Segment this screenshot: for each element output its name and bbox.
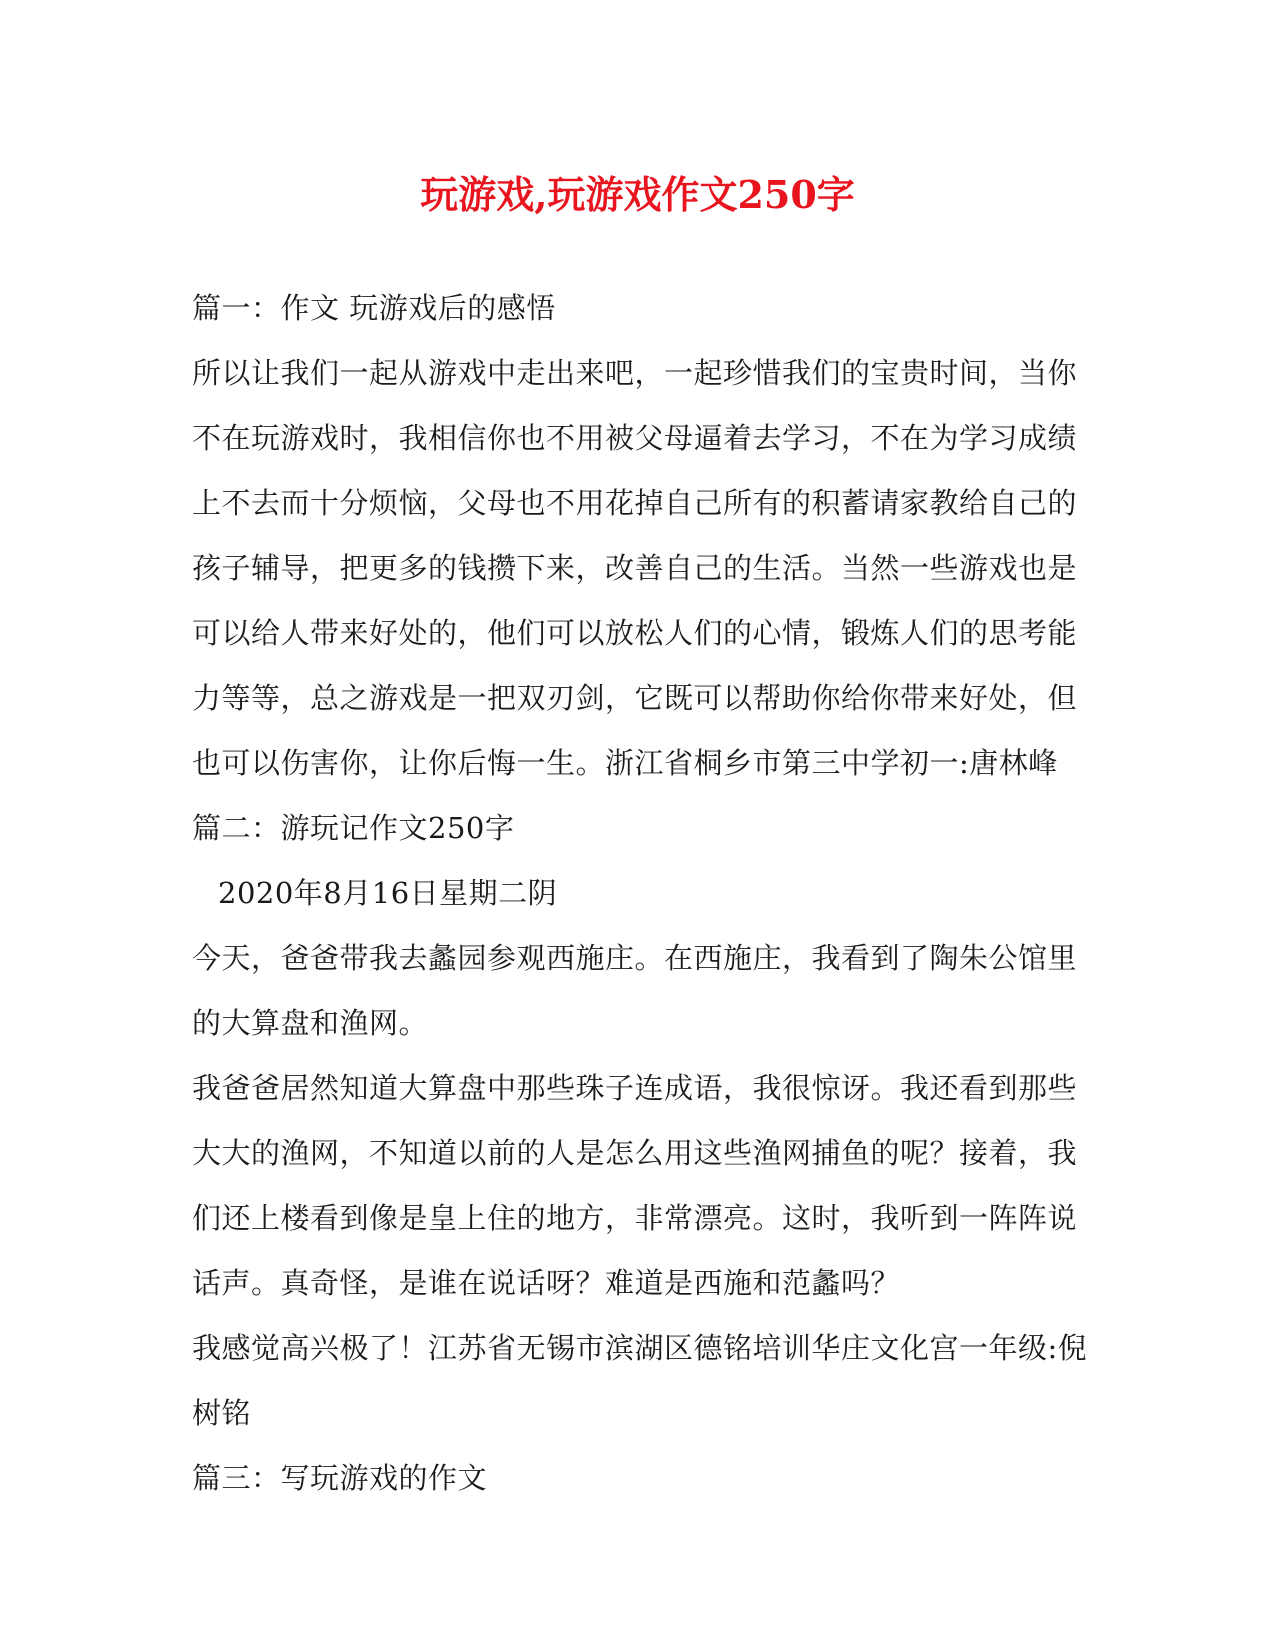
text-line: 所以让我们一起从游戏中走出来吧，一起珍惜我们的宝贵时间，当你 <box>192 356 1078 390</box>
text-line: 话声。真奇怪，是谁在说话呀？难道是西施和范蠡吗？ <box>192 1266 901 1300</box>
text-line: 也可以伤害你，让你后悔一生。浙江省桐乡市第三中学初一:唐林峰 <box>192 746 1058 780</box>
text-line: 力等等，总之游戏是一把双刃剑，它既可以帮助你给你带来好处，但 <box>192 681 1078 715</box>
text-line: 大大的渔网，不知道以前的人是怎么用这些渔网捕鱼的呢？接着，我 <box>192 1136 1078 1170</box>
text-line: 我感觉高兴极了！江苏省无锡市滨湖区德铭培训华庄文化宫一年级:倪 <box>192 1331 1088 1365</box>
section-heading: 篇二：游玩记作文250字 <box>192 811 515 845</box>
section-heading: 篇三：写玩游戏的作文 <box>192 1461 488 1495</box>
text-line: 不在玩游戏时，我相信你也不用被父母逼着去学习，不在为学习成绩 <box>192 421 1078 455</box>
text-line: 上不去而十分烦恼，父母也不用花掉自己所有的积蓄请家教给自己的 <box>192 486 1078 520</box>
document-title: 玩游戏,玩游戏作文250字 <box>420 172 855 217</box>
text-line: 们还上楼看到像是皇上住的地方，非常漂亮。这时，我听到一阵阵说 <box>192 1201 1078 1235</box>
text-line: 树铭 <box>192 1396 252 1430</box>
section-heading: 篇一：作文 玩游戏后的感悟 <box>192 291 556 325</box>
text-line: 可以给人带来好处的，他们可以放松人们的心情，锻炼人们的思考能 <box>192 616 1078 650</box>
document-body <box>192 276 1092 1511</box>
date-line: 2020年8月16日星期二阴 <box>218 876 558 910</box>
text-line: 孩子辅导，把更多的钱攒下来，改善自己的生活。当然一些游戏也是 <box>192 551 1078 585</box>
text-line: 我爸爸居然知道大算盘中那些珠子连成语，我很惊讶。我还看到那些 <box>192 1071 1078 1105</box>
text-line: 的大算盘和渔网。 <box>192 1006 429 1040</box>
text-line: 今天，爸爸带我去蠡园参观西施庄。在西施庄，我看到了陶朱公馆里 <box>192 941 1078 975</box>
